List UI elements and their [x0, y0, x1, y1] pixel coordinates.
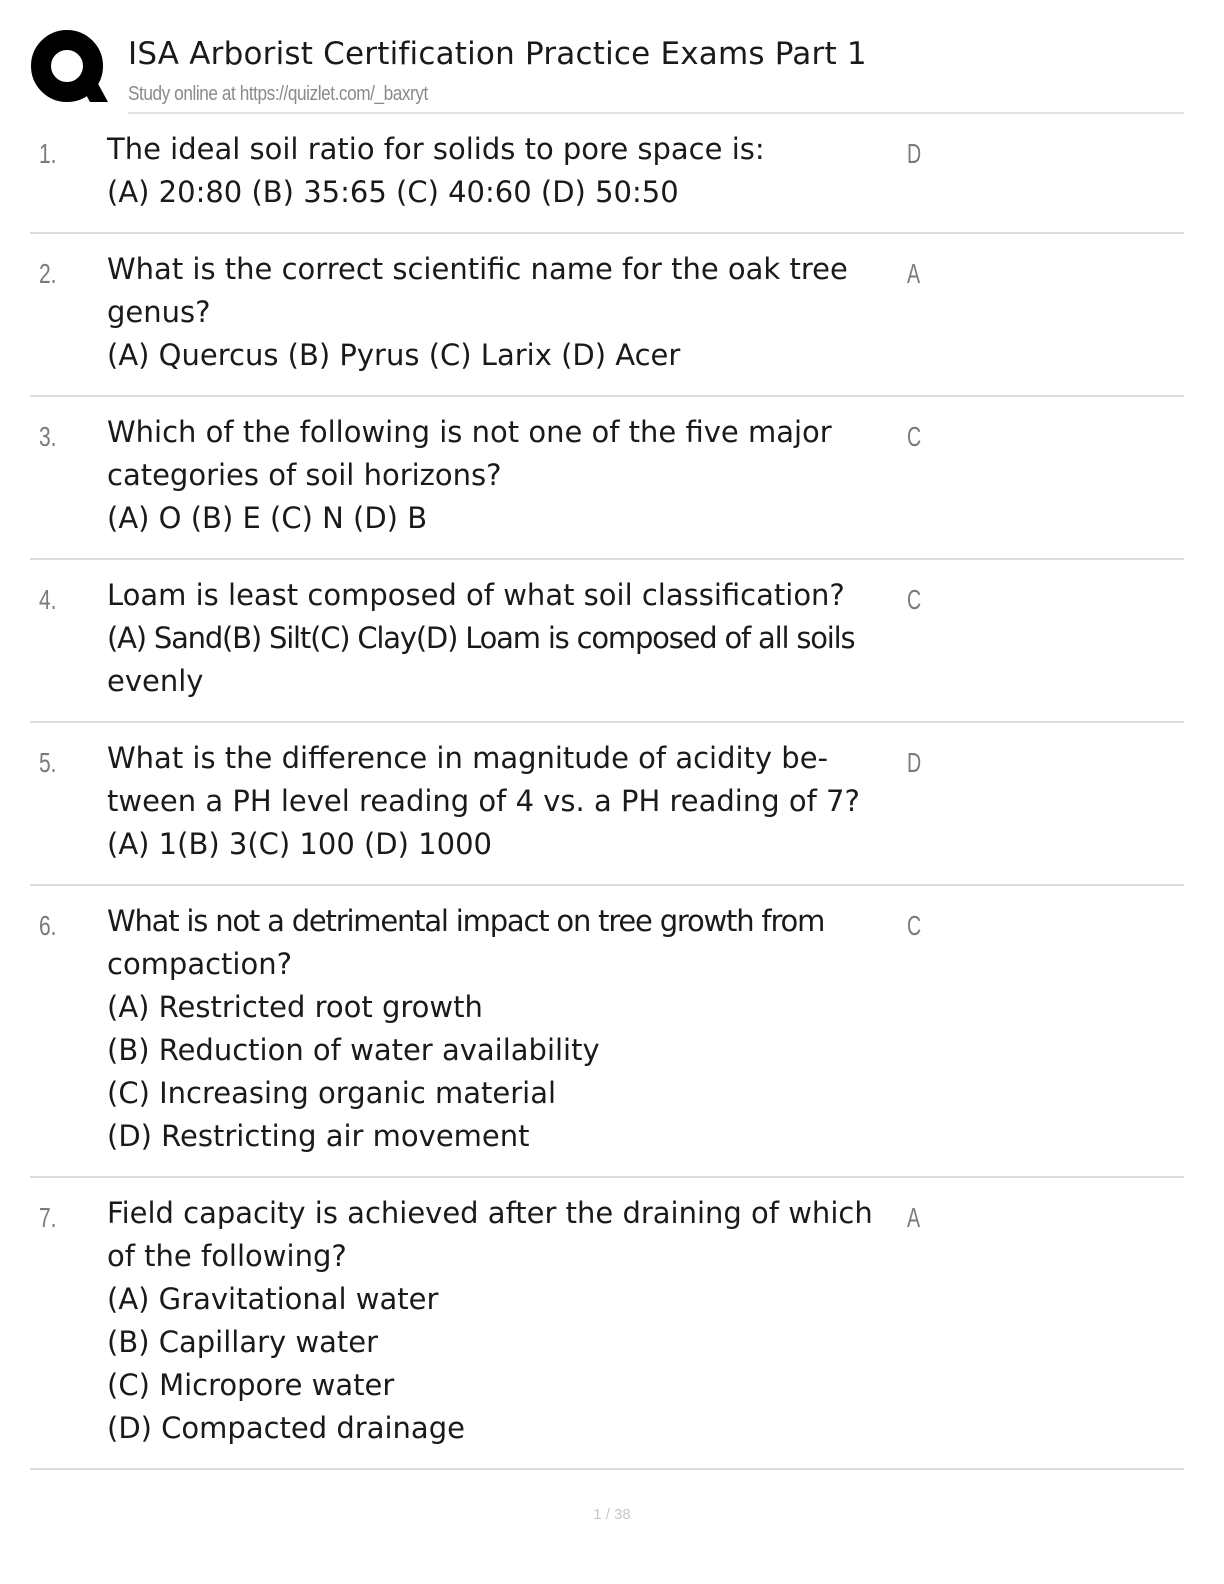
question-line: (D) Restricting air movement: [107, 1119, 530, 1153]
question-line: (A) Quercus (B) Pyrus (C) Larix (D) Acer: [107, 338, 681, 372]
answer-key: C: [907, 421, 922, 452]
question-number: 4.: [39, 584, 57, 615]
question-line: (B) Capillary water: [107, 1325, 379, 1359]
page-number: 1 / 38: [593, 1506, 631, 1523]
question-line: evenly: [107, 664, 204, 698]
question-line: (A) Gravitational water: [107, 1282, 439, 1316]
question-item: [30, 886, 1184, 1178]
question-line: Loam is least composed of what soil classification?: [107, 578, 845, 612]
question-text: [107, 737, 903, 866]
question-line: (D) Compacted drainage: [107, 1411, 465, 1445]
question-text: [107, 248, 903, 377]
question-line: (A) Sand(B) Silt(C) Clay(D) Loam is composed of all soils: [107, 621, 855, 655]
question-line: What is not a detrimental impact on tree growth from: [107, 904, 825, 938]
question-line: tween a PH level reading of 4 vs. a PH reading of 7?: [107, 784, 860, 818]
question-item: [30, 114, 1184, 234]
question-text: [107, 1192, 903, 1450]
question-line: genus?: [107, 295, 211, 329]
question-line: (C) Micropore water: [107, 1368, 395, 1402]
answer-key: D: [907, 747, 922, 778]
question-line: What is the difference in magnitude of acidity be-: [107, 741, 829, 775]
answer-key: C: [907, 584, 922, 615]
question-line: Which of the following is not one of the five major: [107, 415, 832, 449]
answer-key: C: [907, 910, 922, 941]
question-number: 7.: [39, 1202, 57, 1233]
question-line: What is the correct scientific name for the oak tree: [107, 252, 848, 286]
question-text: [107, 411, 903, 540]
question-number: 6.: [39, 910, 57, 941]
question-list: [30, 114, 1184, 1470]
study-online-link[interactable]: Study online at https://quizlet.com/_baxryt: [128, 83, 428, 105]
question-line: Field capacity is achieved after the draining of which: [107, 1196, 873, 1230]
question-item: [30, 234, 1184, 397]
question-line: (A) 1(B) 3(C) 100 (D) 1000: [107, 827, 492, 861]
document-title: ISA Arborist Certification Practice Exams Part 1: [128, 36, 867, 72]
question-item: [30, 1178, 1184, 1470]
answer-key: A: [907, 258, 921, 289]
question-line: (A) O (B) E (C) N (D) B: [107, 501, 428, 535]
question-line: The ideal soil ratio for solids to pore space is:: [107, 132, 765, 166]
answer-key: A: [907, 1202, 921, 1233]
question-text: [107, 900, 903, 1158]
question-line: (A) Restricted root growth: [107, 990, 483, 1024]
question-line: compaction?: [107, 947, 293, 981]
question-text: [107, 574, 903, 703]
question-line: (A) 20:80 (B) 35:65 (C) 40:60 (D) 50:50: [107, 175, 679, 209]
quizlet-logo-icon: [30, 28, 110, 108]
question-item: [30, 723, 1184, 886]
question-item: [30, 397, 1184, 560]
page-header: [30, 28, 1184, 114]
question-item: [30, 560, 1184, 723]
answer-key: D: [907, 138, 922, 169]
question-line: (B) Reduction of water availability: [107, 1033, 600, 1067]
question-number: 5.: [39, 747, 57, 778]
question-text: [107, 128, 903, 214]
question-number: 3.: [39, 421, 57, 452]
question-line: (C) Increasing organic material: [107, 1076, 557, 1110]
question-number: 2.: [39, 258, 57, 289]
question-line: of the following?: [107, 1239, 347, 1273]
question-line: categories of soil horizons?: [107, 458, 502, 492]
question-number: 1.: [39, 138, 57, 169]
